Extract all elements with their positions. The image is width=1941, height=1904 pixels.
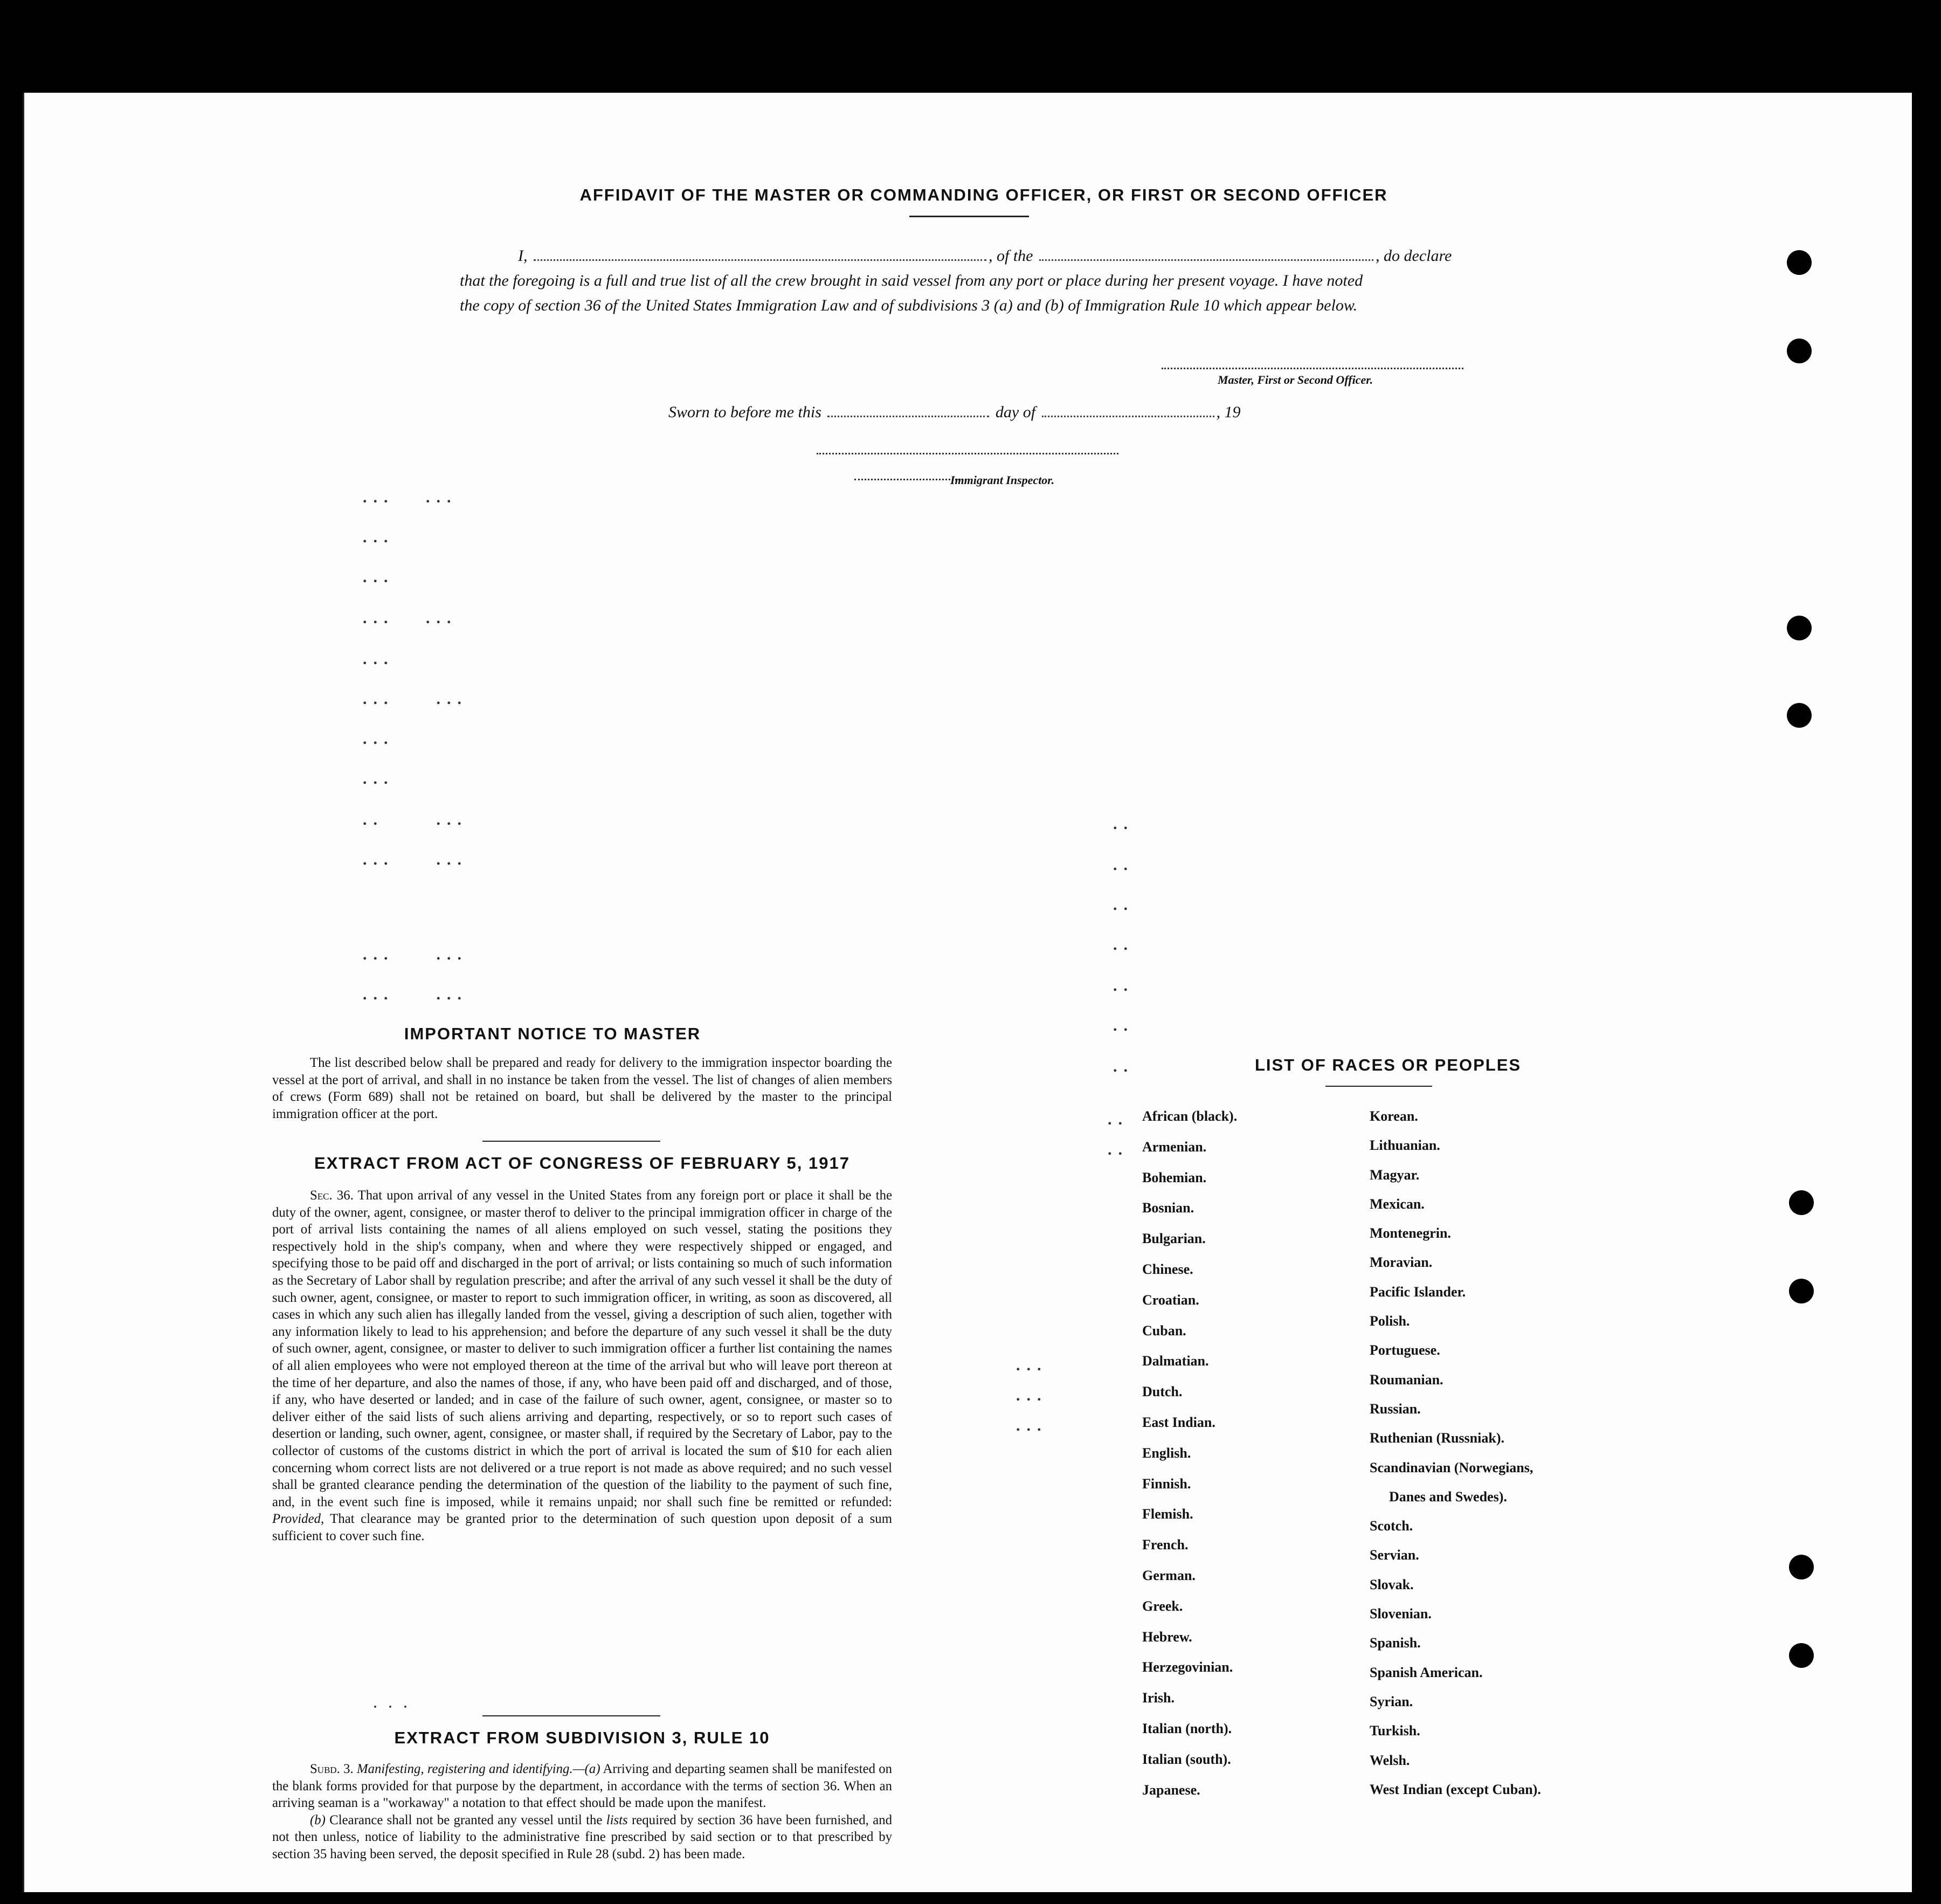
inspector-dotted-line	[854, 479, 966, 480]
race-item: Italian (south).	[1142, 1751, 1231, 1767]
name-blank	[534, 247, 986, 261]
master-signature-label: Master, First or Second Officer.	[1218, 373, 1373, 387]
tick-marks: .. ...	[363, 811, 468, 829]
race-item: Montenegrin.	[1370, 1225, 1451, 1241]
race-item: Dutch.	[1142, 1384, 1183, 1400]
rule-paragraph-a	[272, 1761, 892, 1812]
binder-hole	[1787, 250, 1812, 275]
act-title: EXTRACT FROM ACT OF CONGRESS OF FEBRUARY 5, 1917	[314, 1154, 850, 1172]
tick-marks: ..	[1108, 1141, 1129, 1158]
tick-marks: ...	[1016, 1386, 1048, 1404]
act-body-2: That clearance may be granted prior to the determination of such question upon deposit of a sum sufficient to cover such fine.	[272, 1512, 892, 1543]
race-item: African (black).	[1142, 1108, 1238, 1124]
vessel-blank	[1039, 247, 1373, 261]
race-item: Scotch.	[1370, 1518, 1413, 1534]
race-item: Hebrew.	[1142, 1629, 1192, 1645]
races-right-column	[1370, 1108, 1541, 1811]
tick-marks: ...	[363, 650, 395, 668]
tick-marks: ...	[363, 528, 395, 546]
act-body-1: That upon arrival of any vessel in the United States from any foreign port or place it shall be the duty of the owner, agent, consignee, or master therof to deliver to the principal immigration officer in charge of the port of arrival lists containing the names of all aliens employed on such vessel, stating the positions they respectively hold in the ship's company, when and where they were respectively shipped or engaged, and specifying those to be paid off and discharged in the port of arrival; or lists containing so much of such information as the Secretary of Labor shall by regulation prescribe; and after the arrival of any such vessel it shall be the duty of such owner, agent, consignee, or master to report to such immigration officer, in writing, as soon as discovered, all cases in which any such alien has illegally landed from the vessel, giving a description of such alien, together with any information likely to lead to his apprehension; and before the departure of any such vessel it shall be the duty of such owner, agent, consignee, or master to deliver to such immigration officer a further list containing the names of all alien employees who were not employed thereon at the time of the arrival but who will leave port thereon at the time of her departure, and also the names of those, if any, who have been paid off and discharged, and of those, if any, who have deserted or landed; and in case of the failure of such owner, agent, consignee, or master so to deliver either of the said lists of such aliens arriving and departing, respectively, or so to report such cases of desertion or landing, such owner, agent, consignee, or master shall, if required by the Secretary of Labor, pay to the collector of customs of the customs district in which the port of arrival is located the sum of $10 for each alien concerning whom correct lists are not delivered or a true report is not made as above required; and no such vessel shall be granted clearance pending the determination of the question of the liability to the payment of such fine, and, in the event such fine is imposed, while it remains unpaid; nor shall such fine be remitted or refunded:	[272, 1188, 892, 1509]
race-item: Spanish.	[1370, 1635, 1421, 1651]
tick-marks: ..	[1113, 896, 1134, 914]
lists-word: lists	[606, 1812, 628, 1827]
sworn-day-of: day of	[995, 403, 1036, 421]
affidavit-line-3: the copy of section 36 of the United States Immigration Law and of subdivisions 3 (a) and (b) of Immigration Rule 10 which appear below.	[460, 296, 1358, 314]
b-label: (b)	[310, 1812, 326, 1827]
act-divider	[482, 1715, 660, 1716]
tick-marks: ...	[363, 770, 395, 788]
race-item: Spanish American.	[1370, 1664, 1483, 1680]
race-item: Bohemian.	[1142, 1169, 1207, 1185]
provided-word: Provided,	[272, 1512, 324, 1527]
tick-marks: ... ...	[363, 985, 468, 1003]
sworn-line	[668, 403, 1241, 422]
binder-hole	[1789, 1190, 1814, 1215]
affidavit-of-the: , of the	[989, 247, 1033, 265]
race-item: Servian.	[1370, 1547, 1419, 1563]
sworn-day-blank	[827, 404, 989, 417]
affidavit-line-1	[518, 247, 1452, 265]
race-item: French.	[1142, 1537, 1189, 1553]
race-item: Japanese.	[1142, 1782, 1200, 1798]
rule-title: EXTRACT FROM SUBDIVISION 3, RULE 10	[394, 1728, 770, 1747]
races-underline	[1325, 1086, 1432, 1087]
binder-hole	[1789, 1279, 1814, 1303]
notice-title: IMPORTANT NOTICE TO MASTER	[404, 1024, 701, 1043]
tick-marks: ... ...	[363, 690, 468, 708]
inspector-signature-label: Immigrant Inspector.	[950, 473, 1055, 487]
tick-marks: ..	[1108, 1110, 1129, 1128]
tick-marks: ... ...	[363, 488, 458, 506]
tick-marks: ..	[1113, 1058, 1134, 1075]
rule-text-b-1: Clearance shall not be granted any vessel until the	[329, 1812, 603, 1827]
tick-marks: ..	[1113, 815, 1134, 833]
notice-text	[272, 1054, 892, 1122]
act-paragraph	[272, 1187, 892, 1544]
rule-text	[272, 1761, 892, 1863]
tick-marks: ..	[1113, 1017, 1134, 1034]
tick-marks: ..	[1113, 936, 1134, 954]
race-item: Scandinavian (Norwegians,	[1370, 1459, 1534, 1475]
race-item: Korean.	[1370, 1108, 1418, 1124]
binder-hole	[1789, 1555, 1814, 1579]
races-left-column	[1142, 1108, 1237, 1812]
race-item: Turkish.	[1370, 1723, 1420, 1739]
race-item: West Indian (except Cuban).	[1370, 1781, 1541, 1797]
master-signature-line	[1162, 368, 1463, 369]
race-item: English.	[1142, 1445, 1191, 1461]
document-page	[23, 93, 1912, 1892]
title-underline	[909, 216, 1029, 217]
sworn-prefix: Sworn to before me this	[668, 403, 821, 421]
race-item: Bosnian.	[1142, 1200, 1194, 1216]
race-item: Slovenian.	[1370, 1606, 1432, 1622]
race-item: Chinese.	[1142, 1261, 1193, 1277]
tick-marks: ...	[1016, 1417, 1048, 1434]
notice-paragraph: The list described below shall be prepared and ready for delivery to the immigration inspector boarding the vessel at the port of arrival, and shall in no instance be taken from the vessel. The list of changes of alien members of crews (Form 689) shall not be retained on board, but shall be delivered by the master to the principal immigration officer at the port.	[272, 1056, 892, 1121]
tick-marks: ... ...	[363, 609, 458, 627]
binder-hole	[1787, 616, 1812, 640]
tick-marks: ...	[363, 730, 395, 748]
race-item: Welsh.	[1370, 1752, 1410, 1768]
race-item: Pacific Islander.	[1370, 1284, 1466, 1300]
race-item: Magyar.	[1370, 1167, 1420, 1183]
race-item: East Indian.	[1142, 1414, 1215, 1430]
subd-label: Subd. 3.	[310, 1762, 354, 1776]
race-item: Dalmatian.	[1142, 1353, 1209, 1369]
race-item: Flemish.	[1142, 1506, 1193, 1522]
tick-marks: ... ...	[363, 851, 468, 868]
binder-hole	[1787, 339, 1812, 363]
affidavit-i: I,	[518, 247, 528, 265]
binder-hole	[1787, 703, 1812, 728]
tick-marks: ... ...	[363, 946, 468, 963]
act-ellipsis: . . .	[374, 1697, 411, 1711]
race-item: German.	[1142, 1567, 1196, 1583]
affidavit-title: AFFIDAVIT OF THE MASTER OR COMMANDING OFFICER, OR FIRST OR SECOND OFFICER	[579, 185, 1388, 204]
race-item: Greek.	[1142, 1598, 1183, 1614]
race-item: Lithuanian.	[1370, 1137, 1440, 1154]
race-item: Syrian.	[1370, 1693, 1413, 1709]
race-item: Roumanian.	[1370, 1371, 1443, 1388]
race-item: Moravian.	[1370, 1254, 1433, 1271]
tick-marks: ...	[1016, 1356, 1048, 1374]
race-item: Bulgarian.	[1142, 1231, 1206, 1247]
race-item: Cuban.	[1142, 1322, 1186, 1339]
race-item: Mexican.	[1370, 1196, 1425, 1212]
binder-hole	[1789, 1643, 1814, 1668]
race-item: Polish.	[1370, 1313, 1410, 1329]
rule-text-a: Arriving and departing seamen shall be manifested on the blank forms provided for that purpose by the department, in accordance with the terms of section 36. When an arriving seaman is a "workaway" a notation to that effect should be made upon the manifest.	[272, 1762, 892, 1811]
race-item: Ruthenian (Russniak).	[1370, 1430, 1504, 1446]
inspector-signature-line	[817, 453, 1118, 454]
race-item: Danes and Swedes).	[1389, 1488, 1507, 1505]
race-item: Herzegovinian.	[1142, 1659, 1233, 1675]
affidavit-line-2: that the foregoing is a full and true list of all the crew brought in said vessel from any port or place during her present voyage. I have noted	[460, 272, 1363, 289]
races-title: LIST OF RACES OR PEOPLES	[1254, 1056, 1522, 1074]
affidavit-do-declare: , do declare	[1376, 247, 1452, 265]
tick-marks: ..	[1113, 977, 1134, 995]
race-item: Finnish.	[1142, 1475, 1191, 1492]
act-text	[272, 1187, 892, 1544]
race-item: Russian.	[1370, 1401, 1421, 1417]
race-item: Armenian.	[1142, 1139, 1207, 1155]
notice-divider	[482, 1141, 660, 1142]
race-item: Portuguese.	[1370, 1342, 1440, 1358]
rule-paragraph-b	[272, 1812, 892, 1863]
race-item: Croatian.	[1142, 1292, 1199, 1308]
sworn-year: , 19	[1216, 403, 1241, 421]
sworn-month-blank	[1042, 404, 1214, 417]
race-item: Irish.	[1142, 1690, 1175, 1706]
subd-heading: Manifesting, registering and identifying.—(a)	[356, 1762, 600, 1776]
rule-text-b-2: required by section 36 have been furnished, and not then unless, notice of liability to the administrative fine prescribed by said section or to that prescribed by section 35 having been served, the deposit specified in Rule 28 (subd. 2) has been made.	[272, 1812, 892, 1861]
tick-marks: ..	[1113, 856, 1134, 874]
race-item: Slovak.	[1370, 1576, 1414, 1592]
race-item: Italian (north).	[1142, 1720, 1232, 1736]
sec-label: Sec. 36.	[310, 1188, 354, 1203]
tick-marks: ...	[363, 568, 395, 586]
